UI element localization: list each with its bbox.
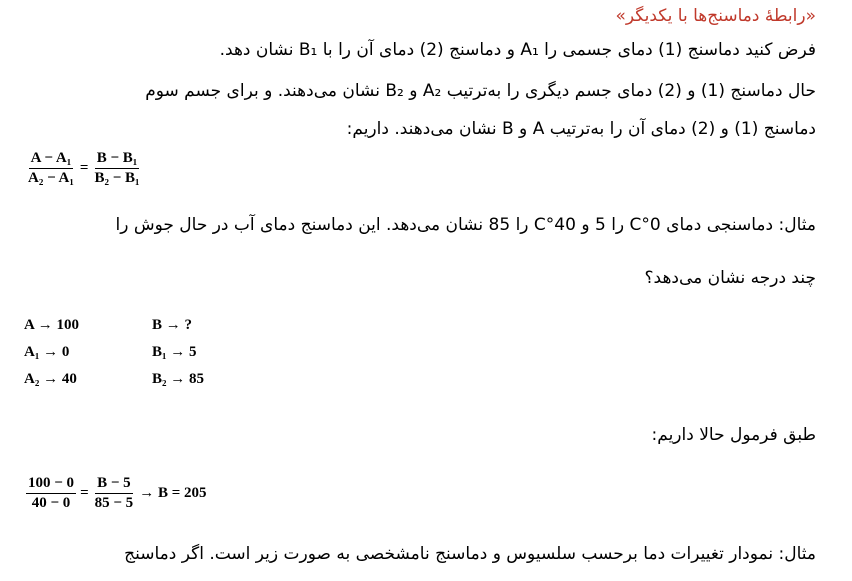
mapping-b2: B₂ → 85 bbox=[152, 371, 205, 387]
solution-equals: = bbox=[80, 485, 89, 501]
section-title: «رابطهٔ دماسنج‌ها با یکدیگر» bbox=[615, 6, 816, 26]
mapping-a1: A₁ → 0 bbox=[24, 344, 70, 360]
formula-equals: = bbox=[79, 160, 89, 176]
solution-formula bbox=[24, 475, 209, 512]
solution-right-denominator: 85 − 5 bbox=[94, 495, 134, 511]
formula-left-numerator: A − A₁ bbox=[29, 150, 74, 169]
formula-right-numerator: B − B₁ bbox=[95, 150, 140, 169]
solution-result: → B = 205 bbox=[139, 485, 207, 501]
solution-left-numerator: 100 − 0 bbox=[26, 475, 76, 494]
example2-line: مثال: نمودار تغییرات دما برحسب سلسیوس و دماسنج نامشخصی به صورت زیر است. اگر دماسنج bbox=[124, 544, 816, 564]
example-line-1: مثال: دماسنجی دمای 0°C را 5 و 40°C را 85 نشان می‌دهد. این دماسنج دمای آب در حال جوش را bbox=[115, 215, 816, 235]
paragraph-line-3: دماسنج (1) و (2) دمای آن را به‌ترتیب A و B نشان می‌دهند. داریم: bbox=[346, 119, 816, 139]
mapping-b1: B₁ → 5 bbox=[152, 344, 197, 360]
paragraph-line-2: حال دماسنج (1) و (2) دمای جسم دیگری را به‌ترتیب A₂ و B₂ نشان می‌دهند. و برای جسم سوم bbox=[145, 81, 816, 101]
mapping-a2: A₂ → 40 bbox=[24, 371, 77, 387]
paragraph-line-1: فرض کنید دماسنج (1) دمای جسمی را A₁ و دماسنج (2) دمای آن را با B₁ نشان دهد. bbox=[219, 40, 816, 60]
formula-right-denominator: B₂ − B₁ bbox=[94, 170, 140, 186]
solution-left-denominator: 40 − 0 bbox=[31, 495, 71, 511]
formula-intro-line: طبق فرمول حالا داریم: bbox=[651, 425, 816, 445]
solution-left-fraction bbox=[26, 475, 76, 512]
mapping-a: A → 100 bbox=[24, 317, 80, 333]
mapping-b: B → ? bbox=[152, 317, 193, 333]
general-formula bbox=[24, 150, 144, 187]
formula-left-denominator: A₂ − A₁ bbox=[28, 170, 74, 186]
formula-right-fraction bbox=[92, 150, 141, 187]
solution-right-fraction bbox=[93, 475, 136, 512]
solution-right-numerator: B − 5 bbox=[95, 475, 133, 494]
example-line-2: چند درجه نشان می‌دهد؟ bbox=[644, 268, 816, 288]
formula-left-fraction bbox=[26, 150, 76, 187]
